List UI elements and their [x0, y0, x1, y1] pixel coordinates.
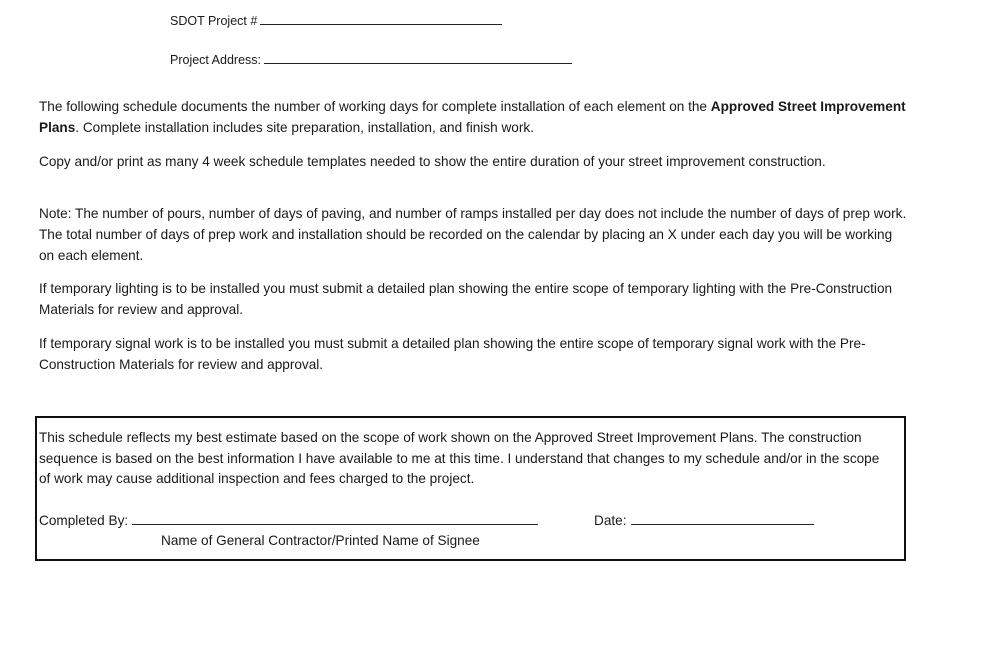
certification-statement: This schedule reflects my best estimate based on the scope of work shown on the Approved Street Improvement Plans. The construction sequence is based on the best information I have available to me at this time. I understand that changes to my schedule and/or in the scope of work may cause additional inspection and fees charged to the project. [39, 430, 880, 486]
copy-templates-paragraph: Copy and/or print as many 4 week schedule templates needed to show the entire duration of your street improvement construction. [39, 154, 826, 169]
completed-by-input-line[interactable] [132, 512, 538, 525]
temporary-lighting-paragraph: If temporary lighting is to be installed you must submit a detailed plan showing the entire scope of temporary lighting with the Pre-Construction Materials for review and approval. [39, 281, 893, 317]
date-input-line[interactable] [631, 512, 814, 525]
intro-text-end: . Complete installation includes site preparation, installation, and finish work. [75, 120, 534, 135]
completed-by-field [39, 512, 538, 528]
project-address-input-line[interactable] [264, 51, 572, 64]
signee-caption: Name of General Contractor/Printed Name of Signee [161, 533, 480, 548]
project-number-input-line[interactable] [260, 12, 502, 25]
temporary-signal-paragraph: If temporary signal work is to be installed you must submit a detailed plan showing the entire scope of temporary signal work with the Pre-Construction Materials for review and approval. [39, 336, 866, 372]
project-address-field [170, 51, 572, 67]
project-address-label: Project Address: [170, 53, 262, 67]
note-paragraph: Note: The number of pours, number of days of paving, and number of ramps installed per day does not include the number of days of prep work. The total number of days of prep work and installation should be recorded on the calendar by placing an X under each day you will be working on each element. [39, 206, 907, 263]
intro-text-start: The following schedule documents the number of working days for complete installation of each element on the [39, 99, 711, 114]
approved-plans-emphasis: Approved Street Improvement Plans [39, 99, 906, 135]
project-number-label: SDOT Project # [170, 14, 258, 28]
certification-box [35, 416, 906, 561]
project-number-field [170, 12, 502, 28]
intro-paragraph [39, 96, 909, 138]
date-field [594, 512, 814, 528]
date-label: Date: [594, 513, 627, 528]
completed-by-label: Completed By: [39, 513, 129, 528]
